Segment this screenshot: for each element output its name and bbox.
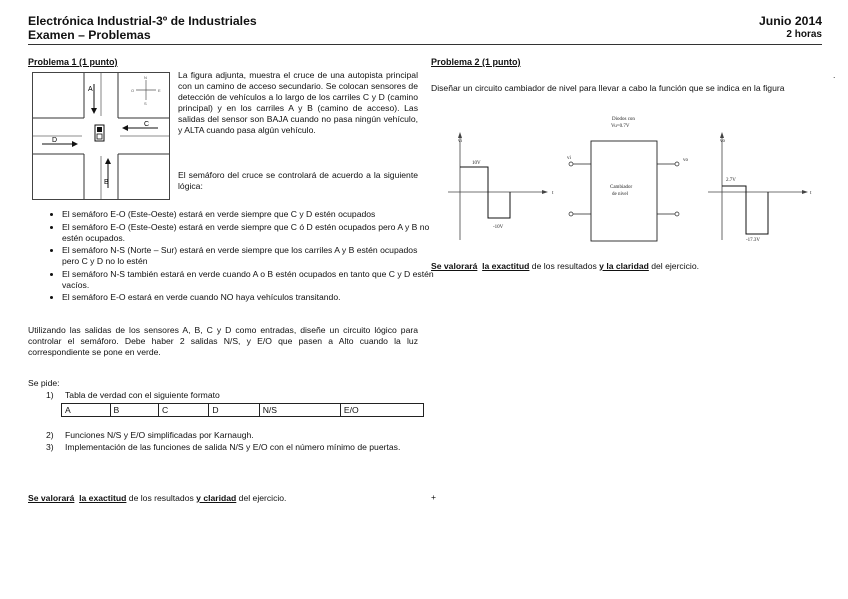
input-port-top (569, 162, 573, 166)
intersection-figure (32, 72, 170, 200)
rule-item: • El semáforo N-S (Norte – Sur) estará en verde siempre que los carriles A y B estén ocupados pero C y D no lo estén (62, 245, 435, 267)
stray-plus-mark: + (431, 492, 437, 502)
exam-type: Examen – Problemas (28, 28, 151, 42)
output-high-label: 2.7V (726, 178, 736, 183)
exam-duration: 2 horas (786, 29, 822, 40)
rule-item: • El semáforo N-S también estará en verde cuando A o B estén ocupados en tanto que C y D estén vacíos. (62, 269, 435, 291)
grading-exactitud: la exactitud (482, 261, 530, 271)
output-t-arrow (802, 190, 808, 194)
output-axis-label: vo (720, 139, 725, 144)
rule-item: • El semáforo E-O (Este-Oeste) estará en verde siempre que C ó D estén ocupados pero A y B no estén ocupados. (62, 222, 435, 244)
compass-s-label: S (144, 101, 147, 106)
compass-e-label: E (158, 88, 161, 93)
request-item-3 (46, 442, 418, 466)
grading-claridad: y la claridad (599, 261, 649, 271)
input-axis-label: vi (458, 139, 462, 144)
lane-c-label: C (144, 121, 150, 128)
output-port-label: vo (683, 158, 688, 163)
header-right (759, 14, 822, 42)
request-item-1-num: 1) (46, 390, 54, 400)
grading-exactitud: la exactitud (79, 493, 127, 503)
block-label-1: Cambiador (610, 185, 633, 190)
problem1-intro: La figura adjunta, muestra el cruce de una autopista principal con un camino de acceso secundario. Se colocan sensores de detección de vehículos a lo largo de los carriles C y D (camino principal) y en los carriles A y B (camino de acceso). Las salidas del sensor son BAJA cuando no pasa ningún vehículo, y ALTA cuando pasa algún vehículo. (178, 70, 418, 135)
problem1-grading-note (28, 493, 428, 504)
output-waveform (722, 186, 768, 234)
input-waveform (460, 167, 510, 218)
output-y-arrow (720, 132, 724, 138)
rule-item: • El semáforo E-O estará en verde cuando NO haya vehículos transitando. (62, 292, 435, 303)
grading-se-valorara: Se valorará (431, 261, 478, 271)
problem2-statement: Diseñar un circuito cambiador de nivel para llevar a cabo la función que se indica en la figura (431, 83, 785, 93)
input-port-bottom (569, 212, 573, 216)
lane-d-label: D (52, 137, 58, 144)
table-header-a: A (62, 404, 111, 417)
request-item-3-num: 3) (46, 442, 54, 452)
truth-table-format (61, 403, 424, 417)
rule-item: • El semáforo E-O (Este-Oeste) estará en verde siempre que C y D estén ocupados (62, 209, 435, 220)
grading-se-valorara: Se valorará (28, 493, 75, 503)
grading-claridad: y claridad (196, 493, 237, 503)
request-item-3-text: Implementación de las funciones de salida N/S y E/O con el número mínimo de puertas. (65, 442, 401, 452)
problem1-logic-intro: El semáforo del cruce se controlará de acuerdo a la siguiente lógica: (178, 170, 418, 191)
block-label-2: de nivel (612, 192, 628, 197)
lane-b-label: B (104, 179, 109, 186)
request-item-2 (46, 430, 418, 441)
lane-a-label: A (88, 86, 93, 93)
output-port-bottom (675, 212, 679, 216)
request-item-2-text: Funciones N/S y E/O simplificadas por Karnaugh. (65, 430, 254, 440)
table-row (62, 404, 424, 417)
header-left (28, 14, 257, 42)
problem2-grading-note (431, 261, 821, 272)
table-header-b: B (110, 404, 159, 417)
grading-resultados: de los resultados (529, 261, 600, 271)
table-header-ns: N/S (259, 404, 340, 417)
input-high-label: 10V (472, 161, 481, 166)
problem1-rules-list (46, 209, 435, 305)
exam-date: Junio 2014 (759, 14, 822, 28)
output-low-label: -17.3V (746, 238, 761, 243)
compass-o-label: O (131, 88, 135, 93)
traffic-light-lamp-top (97, 127, 102, 132)
level-shifter-block (591, 141, 657, 241)
course-title: Electrónica Industrial-3º de Industriales (28, 14, 257, 28)
input-time-label: t (552, 191, 554, 196)
request-item-2-num: 2) (46, 430, 54, 440)
grading-ejercicio: del ejercicio. (236, 493, 287, 503)
output-time-label: t (810, 191, 812, 196)
input-low-label: -10V (493, 225, 504, 230)
diodes-label-1: Diodos con (612, 117, 635, 122)
input-port-label: vi (567, 156, 571, 161)
table-header-c: C (159, 404, 209, 417)
problem1-design: Utilizando las salidas de los sensores A, B, C y D como entradas, diseñe un circuito lógico para controlar el semáforo. Debe haber 2 salidas N/S, y E/O que pasen a Alto cuando la luz correspondiente se pone en verde. (28, 325, 418, 357)
stray-dot-mark: . (833, 70, 836, 80)
level-shifter-figure (430, 108, 820, 248)
diodes-label-2: Vu=0.7V (611, 124, 630, 129)
request-item-1-text: Tabla de verdad con el siguiente formato (65, 390, 220, 400)
request-item-1 (46, 390, 418, 401)
problem2-title: Problema 2 (1 punto) (431, 57, 521, 67)
output-port-top (675, 162, 679, 166)
problem1-title: Problema 1 (1 punto) (28, 57, 118, 67)
compass-n-label: N (144, 75, 147, 80)
se-pide-label: Se pide: (28, 378, 60, 388)
input-y-arrow (458, 132, 462, 138)
table-header-d: D (209, 404, 259, 417)
table-header-eo: E/O (340, 404, 423, 417)
grading-resultados: de los resultados (126, 493, 197, 503)
header-rule (28, 44, 822, 45)
grading-ejercicio: del ejercicio. (648, 261, 700, 271)
input-t-arrow (542, 190, 548, 194)
